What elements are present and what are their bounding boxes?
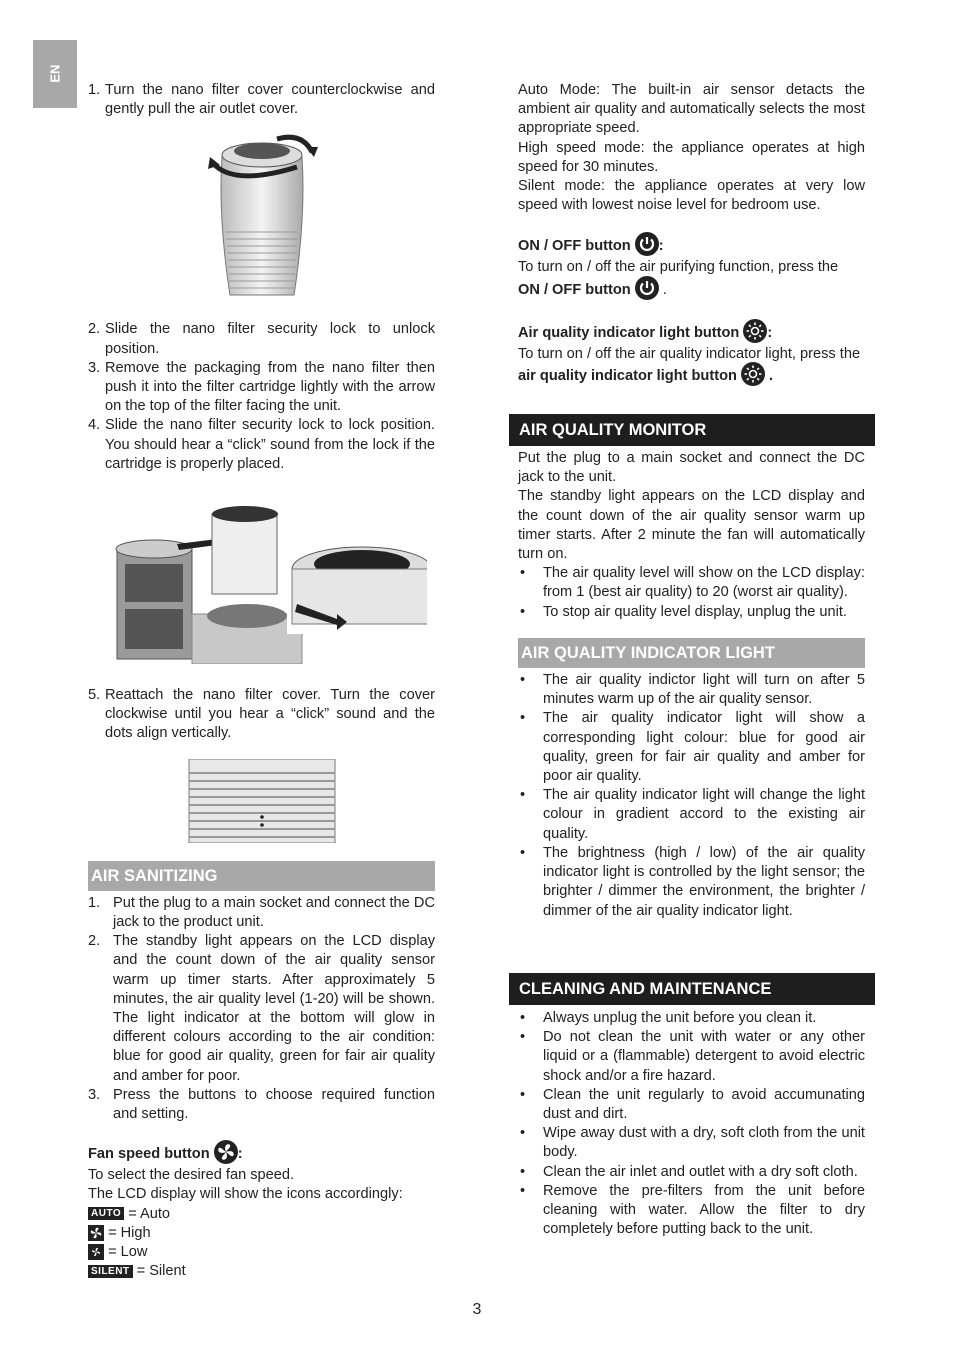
indicator-bullet	[518, 671, 865, 709]
bullet: •	[520, 710, 526, 727]
bullet-text: The brightness (high / low) of the air quality indicator light is controlled by the light sensor; the brighter / dimmer the environment, the brighter / dimmer of the air quality indicator light.	[543, 844, 865, 919]
silent-badge-icon: SILENT	[88, 1265, 133, 1278]
step-text: Slide the nano filter security lock to lock position. You should hear a “click” sound from the lock if the cartridge is properly placed.	[105, 417, 435, 472]
step-2	[88, 320, 435, 358]
bullet: •	[520, 1125, 526, 1142]
cleaning-maintenance-header: CLEANING AND MAINTENANCE	[509, 973, 875, 1005]
onoff-desc-bold: ON / OFF button	[518, 281, 631, 298]
figure-filter-insert	[97, 504, 427, 664]
bullet-text: Remove the pre-filters from the unit before cleaning with water. Allow the filter to dry completely before putting back to the unit.	[543, 1182, 865, 1238]
item-text: Put the plug to a main socket and connect the DC jack to the product unit.	[113, 894, 435, 931]
language-label: EN	[47, 64, 63, 84]
bullet-text: Always unplug the unit before you clean it.	[543, 1009, 817, 1026]
step-text: Reattach the nano filter cover. Turn the cover clockwise until you hear a “click” sound and the dots align vertically.	[105, 687, 435, 742]
air-sanitizing-header: AIR SANITIZING	[88, 861, 435, 891]
air-quality-indicator-header: AIR QUALITY INDICATOR LIGHT	[518, 638, 865, 668]
figure-dots-align	[187, 759, 337, 843]
item-number: 3.	[88, 1086, 101, 1103]
bullet: •	[520, 844, 526, 861]
aq-light-button-section	[518, 321, 865, 388]
bullet-text: The air quality level will show on the LCD display: from 1 (best air quality) to 20 (worst air quality).	[543, 565, 865, 601]
step-3	[88, 359, 435, 417]
power-icon	[635, 276, 659, 300]
bullet: •	[520, 1086, 526, 1103]
bullet-text: Wipe away dust with a dry, soft cloth from the unit body.	[543, 1125, 865, 1161]
bullet: •	[520, 565, 526, 582]
step-number: 1.	[88, 82, 101, 98]
aq-light-button-desc: To turn on / off the air quality indicator light, press the	[518, 345, 861, 362]
bullet-text: Clean the unit regularly to avoid accumunating dust and dirt.	[543, 1086, 865, 1122]
air-quality-monitor-header: AIR QUALITY MONITOR	[509, 414, 875, 446]
step-4	[88, 416, 435, 474]
left-column	[88, 81, 435, 1282]
high-label: = High	[108, 1224, 151, 1241]
item-text: Press the buttons to choose required function and setting.	[113, 1086, 435, 1123]
auto-legend	[88, 1205, 435, 1224]
bullet: •	[520, 672, 526, 689]
fan-speed-title: Fan speed button	[88, 1146, 210, 1163]
onoff-title: ON / OFF button	[518, 238, 631, 255]
step-number: 3.	[88, 359, 101, 376]
high-mode-text: High speed mode: the appliance operates at high speed for 30 minutes.	[518, 139, 865, 175]
step-number: 2.	[88, 321, 101, 338]
step-1	[88, 81, 435, 119]
onoff-colon: :	[658, 238, 664, 255]
bullet: •	[520, 1009, 526, 1026]
bullet: •	[520, 1029, 526, 1046]
step-number: 4.	[88, 417, 101, 434]
low-label: = Low	[108, 1244, 148, 1261]
step-text: Slide the nano filter security lock to unlock position.	[105, 321, 435, 357]
monitor-para-2: The standby light appears on the LCD display and the count down of the air quality sensor warm up timer starts. After 2 minute the fan will automatically turn on.	[518, 488, 865, 563]
fan-icon	[214, 1140, 238, 1164]
bullet: •	[520, 1163, 526, 1180]
low-legend	[88, 1243, 435, 1262]
indicator-bullet	[518, 709, 865, 786]
bullet-text: Do not clean the unit with water or any other liquid or a (flammable) detergent to avoid electric shock and/or a fire hazard.	[543, 1029, 865, 1084]
cleaning-bullet	[518, 1028, 865, 1086]
steps-2-4	[88, 320, 435, 474]
bullet: •	[520, 787, 526, 804]
auto-mode-text: Auto Mode: The built-in air sensor detacts the ambient air quality and automatically selects the most appropriate speed.	[518, 82, 865, 137]
bullet-text: Clean the air inlet and outlet with a dry soft cloth.	[543, 1163, 858, 1180]
indicator-bullet	[518, 844, 865, 921]
step-text: Turn the nano filter cover counterclockwise and gently pull the air outlet cover.	[105, 82, 435, 118]
bullet-text: The air quality indicator light will show a corresponding light colour: blue for good air quality, green for fair air quality and amber for poor air quality.	[543, 710, 865, 785]
onoff-end: .	[662, 281, 667, 298]
item-text: The standby light appears on the LCD display and the count down of the air quality sensor warm up timer starts. After approximately 5 minutes, the air quality level (1-20) will be shown. The light indicator at the bottom will glow in different colours according to the air condition: blue for good air quality, green for fair air quality and amber for poor.	[113, 933, 435, 1084]
aq-light-button-end: .	[769, 367, 774, 384]
monitor-bullet	[518, 564, 865, 602]
auto-label: = Auto	[128, 1205, 171, 1222]
light-icon	[741, 362, 765, 386]
step-text: Remove the packaging from the nano filter then push it into the filter cartridge lightly with the arrow on the top of the filter facing the unit.	[105, 359, 435, 415]
low-fan-icon	[88, 1244, 104, 1260]
onoff-desc: To turn on / off the air purifying function, press the	[518, 259, 839, 276]
cleaning-bullet	[518, 1086, 865, 1124]
fan-speed-section	[88, 1142, 435, 1281]
sanitizing-item-3	[88, 1086, 435, 1124]
fan-speed-desc: To select the desired fan speed.	[88, 1167, 295, 1184]
sanitizing-item-2	[88, 932, 435, 1086]
aq-light-button-colon: :	[767, 324, 773, 341]
item-number: 2.	[88, 933, 101, 950]
monitor-bullet	[518, 603, 865, 622]
cleaning-bullet	[518, 1182, 865, 1240]
high-fan-icon	[88, 1225, 104, 1241]
high-legend	[88, 1224, 435, 1243]
step-5	[88, 686, 435, 744]
language-tab	[33, 40, 77, 108]
right-column	[518, 81, 865, 1239]
fan-speed-colon: :	[237, 1146, 243, 1163]
fan-speed-desc-2: The LCD display will show the icons accordingly:	[88, 1186, 403, 1203]
bullet-text: The air quality indictor light will turn on after 5 minutes warm up of the air quality sensor.	[543, 672, 865, 708]
aq-light-button-title: Air quality indicator light button	[518, 324, 740, 341]
page-number: 3	[472, 1301, 482, 1318]
bullet: •	[520, 603, 526, 620]
cleaning-bullet	[518, 1124, 865, 1162]
light-icon	[743, 319, 767, 343]
monitor-para-1: Put the plug to a main socket and connect the DC jack to the unit.	[518, 450, 865, 486]
auto-badge-icon: AUTO	[88, 1207, 124, 1220]
figure-remove-cover	[202, 127, 322, 302]
bullet-text: To stop air quality level display, unplug the unit.	[543, 603, 847, 620]
cleaning-bullet	[518, 1163, 865, 1182]
item-number: 1.	[88, 894, 101, 911]
power-icon	[635, 232, 659, 256]
aq-light-button-desc-bold: air quality indicator light button	[518, 367, 737, 384]
bullet-text: The air quality indicator light will change the light colour in gradient accord to the existing air quality.	[543, 787, 865, 842]
sanitizing-item-1	[88, 894, 435, 932]
onoff-section	[518, 234, 865, 301]
silent-mode-text: Silent mode: the appliance operates at very low speed with lowest noise level for bedroom use.	[518, 178, 865, 214]
indicator-bullet	[518, 786, 865, 844]
cleaning-bullet	[518, 1009, 865, 1028]
silent-legend	[88, 1262, 435, 1281]
step-number: 5.	[88, 687, 101, 704]
bullet: •	[520, 1182, 526, 1199]
silent-label: = Silent	[136, 1263, 186, 1280]
